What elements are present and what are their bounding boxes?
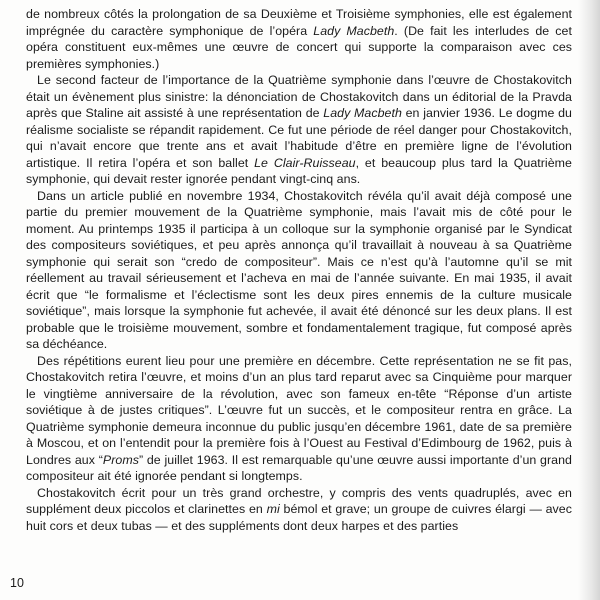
paragraph-text: Des répétitions eurent lieu pour une première en décembre. Cette représentation ne se fit pas, Chostakovitch retira l’œuvre, et moins d’un an plus tard reparut avec sa Cinquième pour marquer le vingtième anniversaire de la révolution, avec son fameux en-tête “Réponse d’un artiste soviétique à de justes critiques”. L’œuvre fut un succès, et le compositeur rentra en grâce. La Quatrième symphonie demeura inconnue du public jusqu’en décembre 1961, date de sa première à Moscou, et on l’entendit pour la première fois à l’Ouest au Festival d’Edimbourg de 1962, puis à Londres aux “ <box>26 353 572 467</box>
note-name: mi <box>266 502 280 516</box>
event-name: Proms <box>102 452 139 467</box>
paragraph-1 <box>26 6 572 72</box>
page-number: 10 <box>10 576 24 590</box>
work-title: Lady Macbeth <box>313 23 395 38</box>
paragraph-4 <box>26 353 572 485</box>
paragraph-text: Chostakovitch écrit pour un très grand orchestre, y compris des vents quadruplés, avec en supplément deux piccolos et clarinettes en <box>26 485 572 516</box>
paragraph-text: ” de juillet 1963. Il est remarquable qu’une œuvre aussi importante d’un grand compositeur ait été ignorée pendant si longtemps. <box>26 452 572 483</box>
paragraph-text: Le second facteur de l’importance de la Quatrième symphonie dans l’œuvre de Chostakovitch était un évènement plus sinistre: la dénonciation de Chostakovitch dans un éditorial de la Pravda après que Staline ait assisté à une représentation de <box>26 73 572 120</box>
paragraph-text: bémol et grave; un groupe de cuivres élargi — avec huit cors et deux tubas — et des suppléments dont deux harpes et des parties <box>26 502 572 533</box>
page-edge-shadow <box>578 0 600 600</box>
work-title: Le Clair-Ruisseau <box>254 155 356 170</box>
paragraph-text: , et beaucoup plus tard la Quatrième symphonie, qui devait rester ignorée pendant vingt-cinq ans. <box>26 155 572 186</box>
paragraph-5 <box>26 485 572 535</box>
paragraph-2 <box>26 72 572 188</box>
paragraph-text: Dans un article publié en novembre 1934, Chostakovitch révéla qu’il avait déjà composé une partie du premier mouvement de la Quatrième symphonie, mais l’avait mis de côté pour le moment. Au printemps 1935 il participa à un colloque sur la symphonie organisé par le Syndicat des compositeurs soviétiques, et peu après annonça qu’il travaillait à nouveau à sa Quatrième symphonie qui serait son “credo de compositeur”. Mais ce n’est qu’à l’automne qu’il se mit réellement au travail sérieusement et l’acheva en mai de l’année suivante. En mai 1935, il avait écrit que “le formalisme et l’éclectisme sont les deux pires ennemis de la culture musicale soviétique”, mais lorsque la symphonie fut achevée, il avait été dénoncé sur les deux plans. Il est probable que le troisième mouvement, sombre et fondamentalement tragique, fut composé après sa déchéance. <box>26 188 572 351</box>
work-title: Lady Macbeth <box>323 106 402 120</box>
paragraph-text: . (De fait les interludes de cet opéra constituent eux-mêmes une œuvre de concert qui supporte la comparaison avec ces premières symphonies.) <box>26 23 572 71</box>
paragraph-text: en janvier 1936. Le dogme du réalisme socialiste se répandit rapidement. Ce fut une période de réel danger pour Chostakovitch, qui n’avait encore que trente ans et avait l’habitude d’être en première ligne de l’évolution artistique. Il retira l’opéra et son ballet <box>26 106 572 170</box>
paragraph-3 <box>26 188 572 353</box>
body-text <box>26 6 572 534</box>
paragraph-text: de nombreux côtés la prolongation de sa Deuxième et Troisième symphonies, elle est également imprégnée du caractère symphonique de l’opéra <box>26 7 572 38</box>
